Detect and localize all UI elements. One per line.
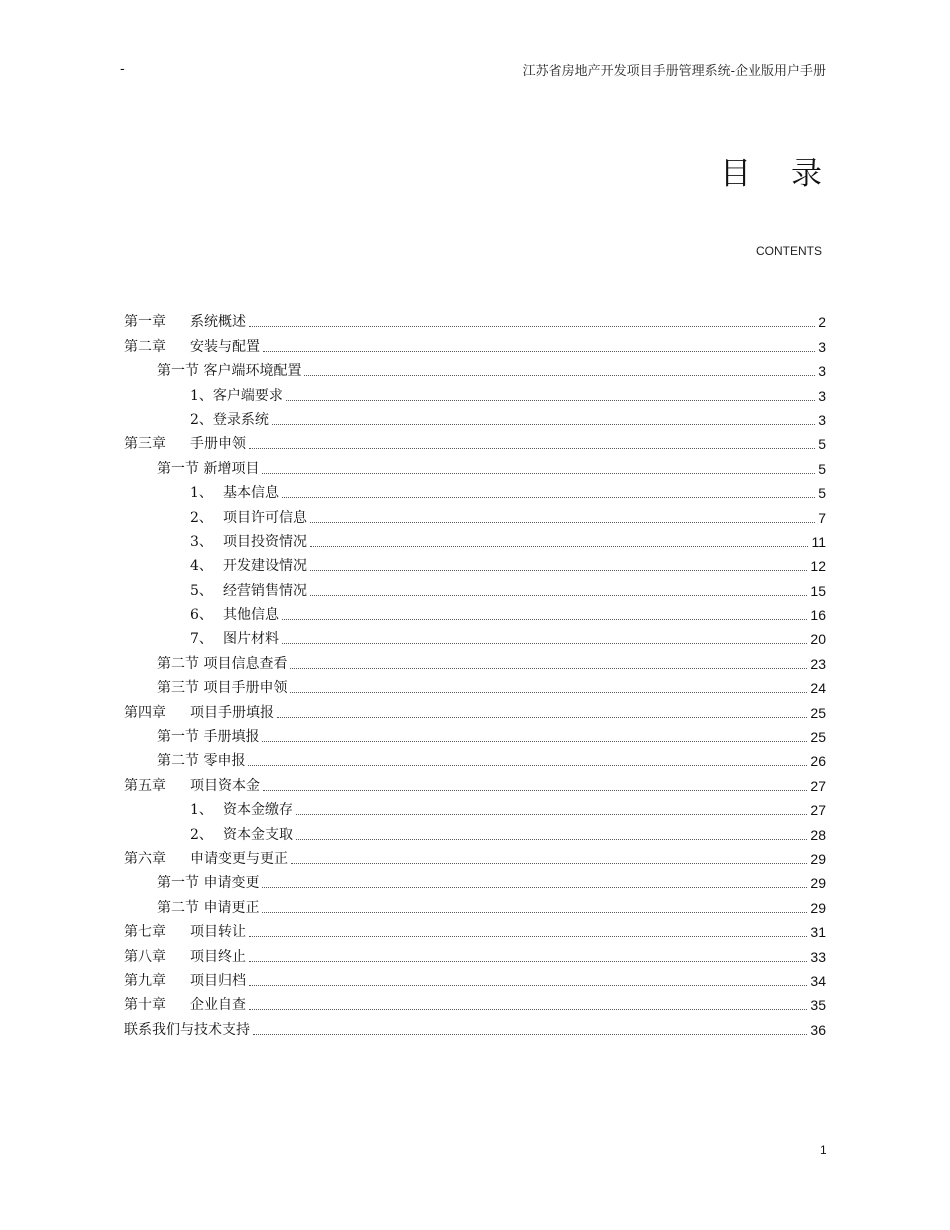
toc-entry[interactable] [124,674,826,698]
toc-entry-text: 基本信息 [223,485,279,502]
toc-entry-label [157,898,259,918]
toc-entry-number: 第四章 [124,704,166,721]
toc-entry-label [190,629,279,649]
toc-entry-page: 3 [818,387,826,404]
toc-entry[interactable] [124,918,826,942]
toc-title-char-1: 目 [720,156,751,192]
toc-entry-page: 29 [810,875,826,892]
toc-dot-leader [282,643,807,644]
toc-entry-label [190,532,307,552]
toc-dot-leader [263,790,807,791]
toc-entry-label [190,386,283,406]
toc-entry-number: 6、 [190,607,213,624]
toc-entry-text: 手册填报 [203,729,260,746]
toc-dot-leader [310,570,807,571]
toc-entry[interactable] [124,381,826,405]
toc-entry-number: 第一节 [157,460,199,477]
toc-entry-label [124,971,246,991]
toc-entry-text: 联系我们与技术支持 [124,1021,250,1038]
toc-entry[interactable] [124,308,826,332]
toc-entry-label [157,654,287,674]
toc-entry-label [124,703,274,723]
toc-entry-text: 项目许可信息 [223,509,307,526]
toc-entry-text: 项目手册填报 [190,704,274,721]
toc-entry[interactable] [124,528,826,552]
toc-entry-label [157,459,259,479]
toc-entry-label [157,727,259,747]
toc-entry-page: 29 [810,899,826,916]
toc-entry[interactable] [124,357,826,381]
toc-entry-label [190,800,293,820]
toc-entry[interactable] [124,771,826,795]
toc-entry-page: 5 [818,485,826,502]
toc-entry-number: 第二节 [157,899,199,916]
toc-entry-page: 2 [818,314,826,331]
toc-entry-text: 项目归档 [190,972,246,989]
toc-entry[interactable] [124,698,826,722]
toc-entry-number: 第九章 [124,972,166,989]
toc-entry[interactable] [124,796,826,820]
toc-entry-page: 16 [810,607,826,624]
toc-dot-leader [249,448,815,449]
toc-dot-leader [249,326,815,327]
toc-dot-leader [291,863,807,864]
toc-entry-page: 35 [810,997,826,1014]
toc-dot-leader [262,912,807,913]
toc-entry[interactable] [124,723,826,747]
toc-dot-leader [296,839,807,840]
toc-entry-text: 项目转让 [190,924,246,941]
toc-entry-page: 25 [810,704,826,721]
toc-entry-number: 第七章 [124,924,166,941]
toc-entry-text: 申请变更与更正 [190,850,288,867]
toc-entry[interactable] [124,601,826,625]
toc-entry[interactable] [124,625,826,649]
toc-dot-leader [262,887,807,888]
toc-dot-leader [310,546,808,547]
toc-entry-page: 23 [810,655,826,672]
toc-entry-label [124,434,246,454]
toc-entry-number: 第六章 [124,850,166,867]
toc-entry-page: 31 [810,924,826,941]
toc-entry-text: 企业自查 [190,997,246,1014]
toc-dot-leader [286,400,815,401]
toc-entry-label [190,605,279,625]
toc-entry-number: 第三章 [124,436,166,453]
toc-entry[interactable] [124,479,826,503]
toc-entry-text: 客户端环境配置 [203,363,302,380]
toc-entry-label [124,849,288,869]
toc-entry-number: 1、 [190,387,213,404]
toc-entry-text: 项目终止 [190,948,246,965]
toc-entry-page: 12 [810,558,826,575]
toc-entry-number: 7、 [190,631,213,648]
toc-entry[interactable] [124,1015,826,1039]
toc-entry-text: 客户端要求 [212,387,283,404]
toc-dot-leader [253,1034,807,1035]
toc-entry-number: 1、 [190,485,213,502]
toc-entry-label [124,995,246,1015]
toc-entry-number: 第一节 [157,363,199,380]
toc-entry-label [190,825,293,845]
page-number: 1 [820,1143,827,1157]
toc-entry-text: 资本金支取 [223,826,293,843]
toc-entry-number: 第二章 [124,338,166,355]
toc-dot-leader [304,375,815,376]
toc-entry-number: 2、 [190,411,213,428]
toc-entry[interactable] [124,967,826,991]
toc-dot-leader [262,473,815,474]
toc-entry[interactable] [124,820,826,844]
toc-entry-page: 15 [810,582,826,599]
toc-entry-text: 安装与配置 [190,338,260,355]
toc-entry-page: 29 [810,850,826,867]
toc-entry-page: 3 [818,338,826,355]
toc-entry-label [124,1020,250,1040]
toc-dot-leader [282,497,815,498]
toc-entry-text: 项目手册申领 [203,680,288,697]
toc-entry-page: 27 [810,777,826,794]
toc-entry-page: 34 [810,972,826,989]
toc-entry-text: 系统概述 [190,314,246,331]
toc-entry-page: 3 [818,411,826,428]
toc-entry-number: 第二节 [157,655,199,672]
toc-dot-leader [272,424,815,425]
toc-entry-text: 登录系统 [212,411,269,428]
toc-entry-label [157,751,245,771]
toc-entry-number: 第一节 [157,875,199,892]
toc-entry-label [124,312,246,332]
toc-entry-label [124,776,260,796]
toc-entry[interactable] [124,503,826,527]
toc-entry-label [190,508,307,528]
toc-entry-page: 3 [818,363,826,380]
toc-entry-text: 手册申领 [190,436,246,453]
toc-entry-text: 经营销售情况 [223,582,307,599]
toc-entry[interactable] [124,893,826,917]
toc-entry-text: 项目资本金 [190,777,260,794]
toc-entry-label [190,556,307,576]
toc-entry-label [157,361,301,381]
toc-entry-number: 第二节 [157,753,199,770]
toc-entry-page: 25 [810,729,826,746]
toc-entry-label [190,410,269,430]
toc-entry[interactable] [124,332,826,356]
toc-entry-number: 第八章 [124,948,166,965]
toc-entry-page: 27 [810,802,826,819]
toc-entry-label [124,947,246,967]
toc-entry-text: 开发建设情况 [223,558,307,575]
toc-dot-leader [249,985,807,986]
toc-entry-number: 第一节 [157,729,199,746]
toc-entry-text: 零申报 [203,753,246,770]
toc-dot-leader [249,936,807,937]
toc-entry[interactable] [124,869,826,893]
toc-entry[interactable] [124,845,826,869]
toc-entry-number: 4、 [190,558,213,575]
toc-entry-number: 第一章 [124,314,166,331]
toc-title [720,148,822,193]
toc-entry-text: 项目投资情况 [223,533,307,550]
toc-dot-leader [310,522,815,523]
toc-entry[interactable] [124,747,826,771]
header-title: 江苏省房地产开发项目手册管理系统-企业版用户手册 [522,64,826,79]
toc-entry-label [190,581,307,601]
toc-entry[interactable] [124,430,826,454]
toc-entry[interactable] [124,406,826,430]
toc-entry[interactable] [124,991,826,1015]
toc-entry[interactable] [124,454,826,478]
toc-dot-leader [263,351,815,352]
toc-entry-text: 图片材料 [223,631,279,648]
toc-dot-leader [277,717,807,718]
toc-entry-page: 7 [818,509,826,526]
toc-dot-leader [249,1009,807,1010]
toc-entry-label [124,337,260,357]
toc-entry-page: 26 [810,753,826,770]
toc-entry[interactable] [124,649,826,673]
toc-entry[interactable] [124,552,826,576]
toc-list [124,308,826,1040]
toc-entry-page: 33 [810,948,826,965]
toc-dot-leader [290,692,807,693]
toc-entry-page: 11 [811,533,826,550]
toc-dot-leader [262,741,807,742]
toc-dot-leader [296,814,807,815]
toc-entry-page: 36 [810,1021,826,1038]
toc-entry-text: 其他信息 [223,607,279,624]
toc-entry-number: 第五章 [124,777,166,794]
toc-entry-text: 申请变更 [203,875,260,892]
toc-entry-number: 1、 [190,802,213,819]
toc-entry-number: 5、 [190,582,213,599]
toc-title-char-2: 录 [791,156,822,192]
toc-entry-number: 2、 [190,826,213,843]
toc-entry-number: 2、 [190,509,213,526]
toc-dot-leader [282,619,807,620]
toc-entry-label [190,483,279,503]
toc-entry-number: 3、 [190,533,213,550]
toc-entry-text: 新增项目 [203,460,260,477]
toc-entry-page: 24 [810,680,826,697]
toc-entry-label [157,873,259,893]
toc-entry-page: 5 [818,436,826,453]
toc-subtitle: CONTENTS [756,244,822,258]
toc-dot-leader [248,765,807,766]
toc-entry-text: 项目信息查看 [203,655,288,672]
toc-entry-page: 20 [810,631,826,648]
toc-entry-text: 资本金缴存 [223,802,293,819]
header-mark: - [120,62,125,77]
toc-entry-page: 5 [818,460,826,477]
toc-dot-leader [310,595,807,596]
toc-entry-label [157,678,287,698]
toc-entry[interactable] [124,942,826,966]
toc-entry-number: 第十章 [124,997,166,1014]
toc-entry[interactable] [124,576,826,600]
toc-dot-leader [249,961,807,962]
toc-entry-text: 申请更正 [203,899,260,916]
toc-entry-number: 第三节 [157,680,199,697]
toc-entry-page: 28 [810,826,826,843]
toc-dot-leader [290,668,807,669]
toc-entry-label [124,922,246,942]
